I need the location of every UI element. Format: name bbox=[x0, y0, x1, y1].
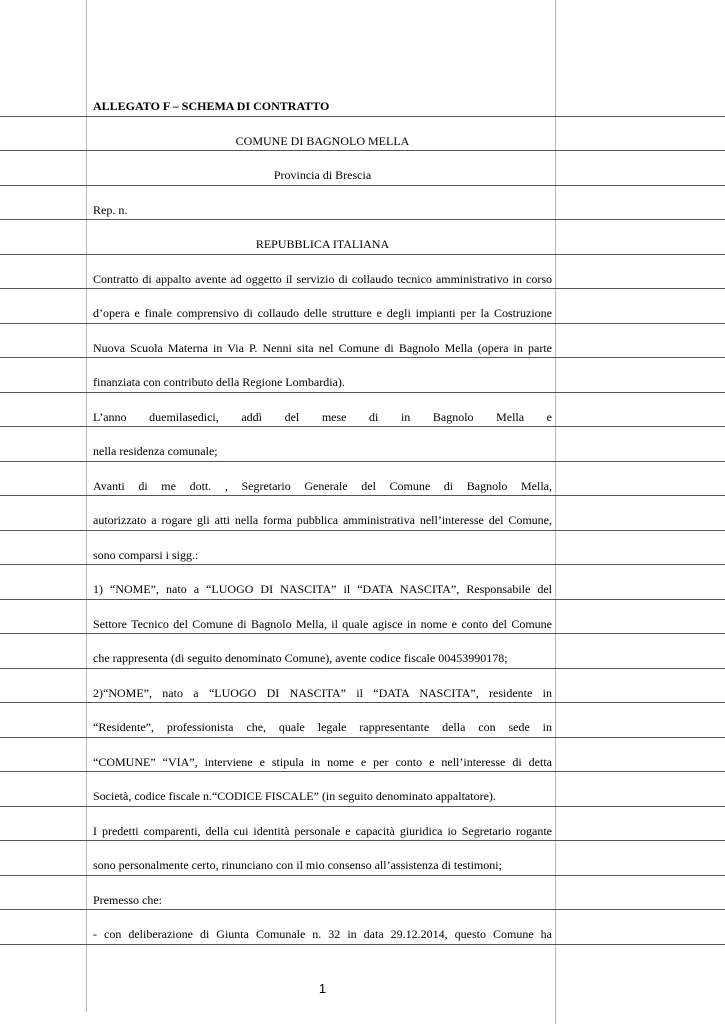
line-separator bbox=[0, 564, 725, 565]
text-line: Nuova Scuola Materna in Via P. Nenni sita nel Comune di Bagnolo Mella (opera in parte bbox=[93, 341, 552, 355]
line-separator bbox=[0, 323, 725, 324]
text-line: finanziata con contributo della Regione Lombardia). bbox=[93, 375, 345, 389]
line-separator bbox=[0, 806, 725, 807]
text-line: autorizzato a rogare gli atti nella forma pubblica amministrativa nell’interesse del Comune, bbox=[93, 513, 552, 527]
page-number: 1 bbox=[318, 981, 327, 996]
text-line: sono comparsi i sigg.: bbox=[93, 548, 199, 562]
line-separator bbox=[0, 771, 725, 772]
municipality-name: COMUNE DI BAGNOLO MELLA bbox=[235, 134, 410, 148]
text-line: “Residente”, professionista che, quale legale rappresentante della con sede in bbox=[93, 720, 552, 734]
line-separator bbox=[0, 909, 725, 910]
text-line: I predetti comparenti, della cui identità personale e capacità giuridica io Segretario rogante bbox=[93, 824, 552, 838]
line-separator bbox=[0, 530, 725, 531]
document-title: ALLEGATO F – SCHEMA DI CONTRATTO bbox=[93, 99, 330, 113]
line-separator bbox=[0, 840, 725, 841]
line-separator bbox=[0, 668, 725, 669]
line-separator bbox=[0, 944, 725, 945]
text-line: nella residenza comunale; bbox=[93, 444, 218, 458]
line-separator bbox=[0, 633, 725, 634]
line-separator bbox=[0, 737, 725, 738]
text-line: Contratto di appalto avente ad oggetto il servizio di collaudo tecnico amministrativo in corso bbox=[93, 272, 552, 286]
left-margin-line bbox=[86, 0, 87, 1012]
text-line: “COMUNE” “VIA”, interviene e stipula in nome e per conto e nell’interesse di detta bbox=[93, 755, 552, 769]
line-separator bbox=[0, 254, 725, 255]
line-separator bbox=[0, 288, 725, 289]
text-line: Premesso che: bbox=[93, 893, 162, 907]
repertory-number: Rep. n. bbox=[93, 203, 128, 217]
line-separator bbox=[0, 702, 725, 703]
line-separator bbox=[0, 357, 725, 358]
text-line: Società, codice fiscale n.“CODICE FISCALE” (in seguito denominato appaltatore). bbox=[93, 789, 496, 803]
text-line: - con deliberazione di Giunta Comunale n. 32 in data 29.12.2014, questo Comune ha bbox=[93, 927, 552, 941]
line-separator bbox=[0, 495, 725, 496]
line-separator bbox=[0, 185, 725, 186]
text-line: L’anno duemilasedici, addì del mese di in Bagnolo Mella e bbox=[93, 410, 552, 424]
line-separator bbox=[0, 599, 725, 600]
line-separator bbox=[0, 150, 725, 151]
text-line: 2)“NOME”, nato a “LUOGO DI NASCITA” il “DATA NASCITA”, residente in bbox=[93, 686, 552, 700]
line-separator bbox=[0, 219, 725, 220]
text-line: Avanti di me dott. , Segretario Generale del Comune di Bagnolo Mella, bbox=[93, 479, 552, 493]
province-name: Provincia di Brescia bbox=[273, 168, 372, 182]
line-separator bbox=[0, 461, 725, 462]
text-line: Settore Tecnico del Comune di Bagnolo Mella, il quale agisce in nome e conto del Comune bbox=[93, 617, 552, 631]
text-line: 1) “NOME”, nato a “LUOGO DI NASCITA” il “DATA NASCITA”, Responsabile del bbox=[93, 582, 552, 596]
text-line: che rappresenta (di seguito denominato Comune), avente codice fiscale 00453990178; bbox=[93, 651, 508, 665]
right-margin-line bbox=[555, 0, 556, 1024]
line-separator bbox=[0, 875, 725, 876]
text-line: sono personalmente certo, rinunciano con il mio consenso all’assistenza di testimoni; bbox=[93, 858, 502, 872]
line-separator bbox=[0, 426, 725, 427]
line-separator bbox=[0, 116, 725, 117]
text-line: d’opera e finale comprensivo di collaudo delle strutture e degli impianti per la Costruzione bbox=[93, 306, 552, 320]
line-separator bbox=[0, 392, 725, 393]
republic-heading: REPUBBLICA ITALIANA bbox=[255, 237, 390, 251]
